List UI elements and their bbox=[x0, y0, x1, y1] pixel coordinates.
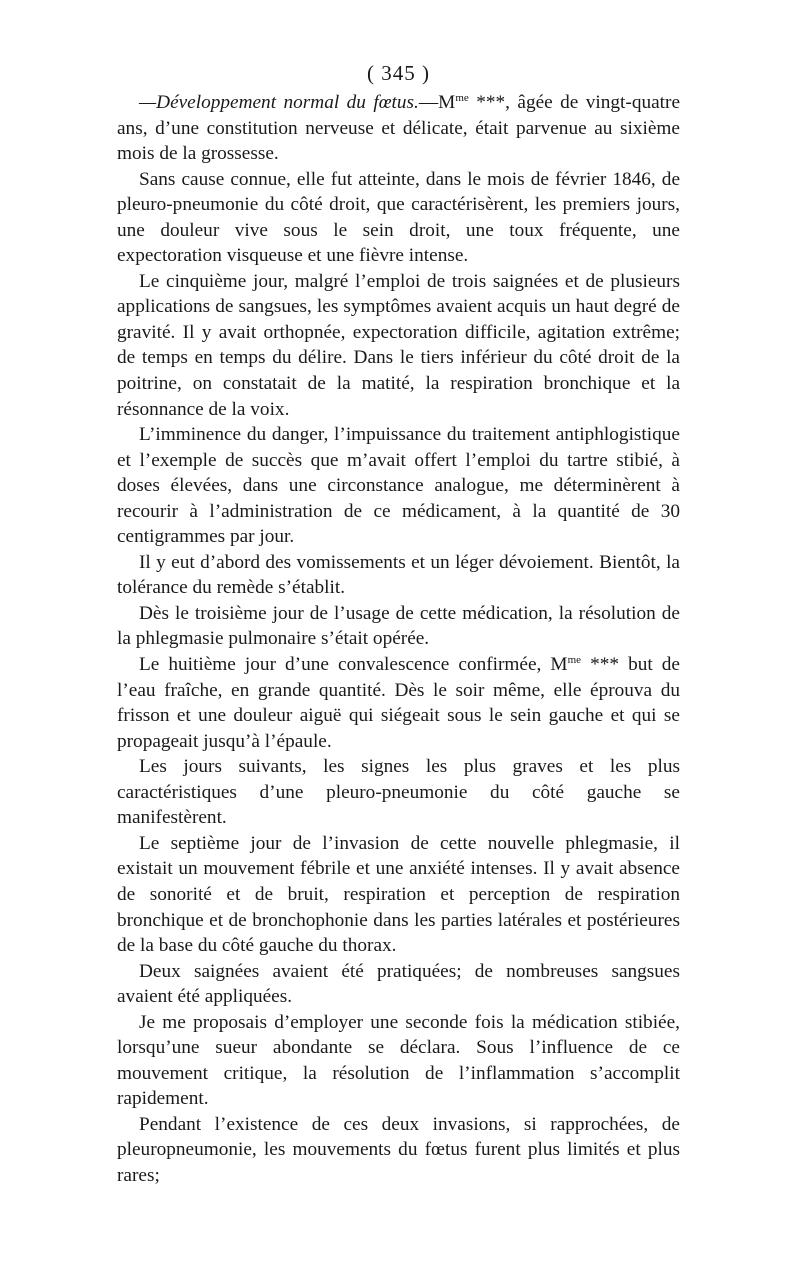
section-heading: —Développement normal du fœtus. bbox=[139, 92, 419, 113]
patient-stars: *** bbox=[468, 92, 506, 113]
paragraph-3: Le cinquième jour, malgré l’emploi de trois saignées et de plusieurs applications de sangsues, les symptômes avaient acquis un haut degré de gravité. Il y avait orthopnée, expectoration difficile, agitation extrême; de temps en temps du délire. Dans le tiers inférieur du côté droit de la poitrine, on constatait de la matité, la respiration bronchique et la résonnance de la voix. bbox=[117, 270, 680, 420]
book-page bbox=[117, 58, 680, 1189]
paragraph-11: Je me proposais d’employer une seconde fois la médication stibiée, lorsqu’une sueur abondante se déclara. Sous l’influence de ce mouvement critique, la résolution de l’inflammation s’accomplit rapidement. bbox=[117, 1011, 680, 1110]
paragraph-2: Sans cause connue, elle fut atteinte, dans le mois de février 1846, de pleuro-pneumonie du côté droit, que caractérisèrent, les premiers jours, une douleur vive sous le sein droit, une toux fréquente, une expectoration visqueuse et une fièvre intense. bbox=[117, 168, 680, 267]
paragraph-1 bbox=[117, 90, 680, 167]
paragraph-text: , âgée de vingt-quatre ans, d’une constitution nerveuse et délicate, était parvenue au sixième mois de la grossesse. bbox=[117, 92, 681, 165]
paragraph-7 bbox=[117, 652, 680, 754]
paragraph-5: Il y eut d’abord des vomissements et un léger dévoiement. Bientôt, la tolérance du remède s’établit. bbox=[117, 551, 680, 599]
paragraph-8: Les jours suivants, les signes les plus graves et les plus caractéristiques d’une pleuro-pneumonie du côté gauche se manifestèrent. bbox=[117, 756, 680, 829]
patient-title-sup: me bbox=[567, 654, 582, 667]
paragraph-12: Pendant l’existence de ces deux invasions, si rapprochées, de pleuropneumonie, les mouvements du fœtus furent plus limités et plus rares; bbox=[117, 1113, 680, 1186]
page-number: ( 345 ) bbox=[367, 61, 430, 85]
paragraph-6: Dès le troisième jour de l’usage de cette médication, la résolution de la phlegmasie pulmonaire s’était opérée. bbox=[117, 602, 680, 650]
paragraph-text: Le huitième jour d’une convalescence confirmée, M bbox=[139, 654, 568, 676]
paragraph-10: Deux saignées avaient été pratiquées; de nombreuses sangsues avaient été appliquées. bbox=[117, 960, 680, 1008]
paragraph-9: Le septième jour de l’invasion de cette nouvelle phlegmasie, il existait un mouvement fébrile et une anxiété intenses. Il y avait absence de sonorité et de bruit, respiration et perception de respiration bronchique et de bronchophonie dans les parties latérales et postérieures de la base du côté gauche du thorax. bbox=[117, 832, 680, 957]
paragraph-4: L’imminence du danger, l’impuissance du traitement antiphlogistique et l’exemple de succès que m’avait offert l’emploi du tartre stibié, à doses élevées, dans une circonstance analogue, me déterminèrent à recourir à l’administration de ce médicament, à la quantité de 30 centigrammes par jour. bbox=[117, 424, 680, 548]
paragraph-text: *** but de l’eau fraîche, en grande quantité. Dès le soir même, elle éprouva du frisson et une douleur aiguë qui siégeait sous le sein gauche et qui se propageait jusqu’à l’épaule. bbox=[117, 654, 680, 752]
patient-initial: —M bbox=[418, 92, 456, 113]
patient-title-sup: me bbox=[455, 92, 469, 104]
